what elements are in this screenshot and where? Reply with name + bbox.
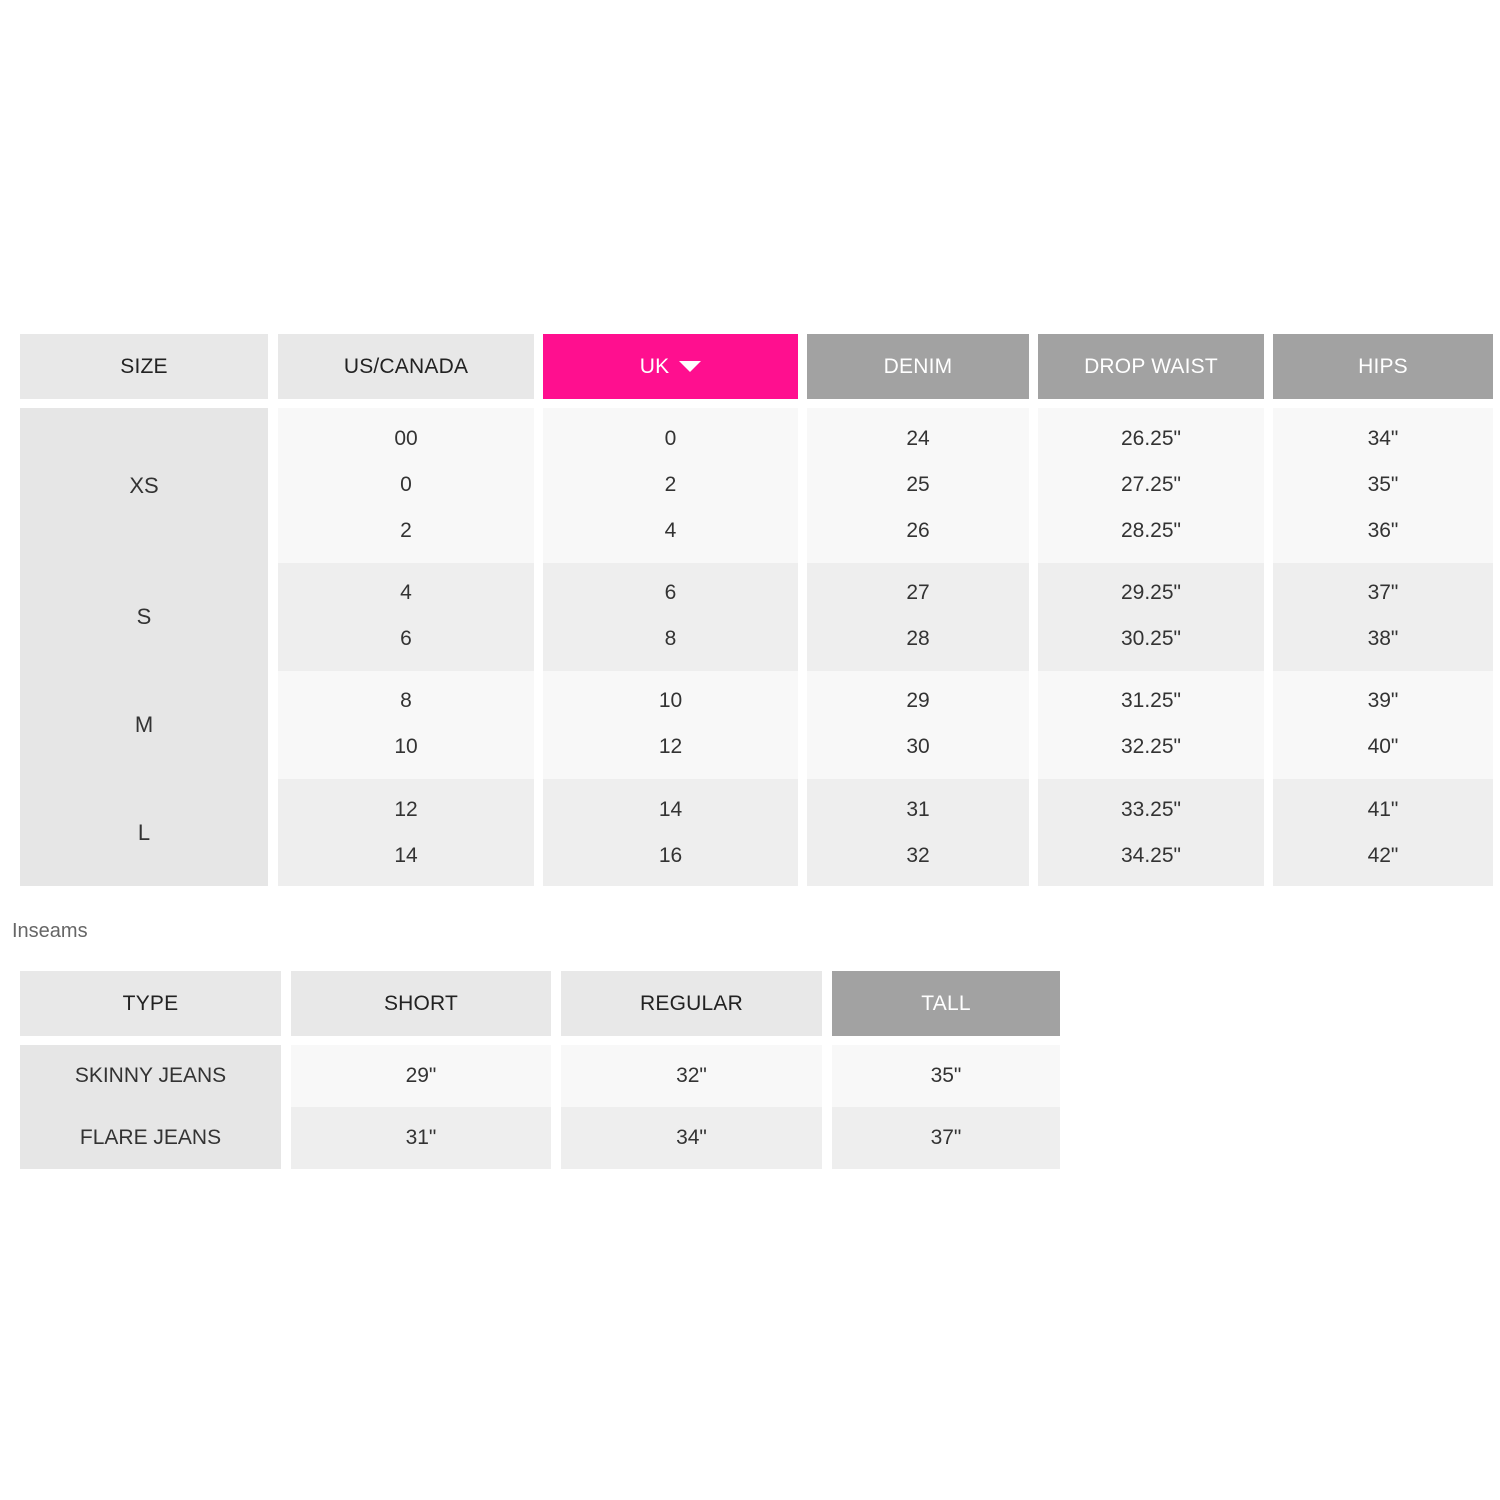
uk-value: 16 [658,844,683,867]
drop-waist-value: 29.25" [1120,581,1181,604]
caret-down-icon [679,361,701,372]
uk-value: 10 [658,689,683,712]
hips-value: 40" [1367,735,1399,758]
drop-waist-value: 34.25" [1120,844,1181,867]
header-size-label: SIZE [120,354,168,378]
hips-value: 35" [1367,473,1399,496]
denim-value: 32 [906,844,930,867]
inseam-header-type [20,971,281,1036]
denim-value: 26 [906,519,930,542]
denim-value: 27 [906,581,930,604]
denim-value: 28 [906,627,930,650]
inseam-regular-cell [561,1045,822,1107]
inseams-title: Inseams [12,920,88,942]
uk-value: 0 [664,427,677,450]
denim-value: 24 [906,427,930,450]
inseam-header-regular [561,971,822,1036]
drop-waist-value: 26.25" [1120,427,1181,450]
size-label: L [137,819,151,845]
uk-value: 6 [664,581,677,604]
us-canada-value: 0 [400,473,412,496]
drop-waist-value: 31.25" [1120,689,1181,712]
uk-value: 2 [664,473,677,496]
uk-dropdown-button[interactable] [543,334,798,399]
size-cell-s [20,563,268,671]
row-band-m [1038,671,1264,779]
hips-value: 34" [1367,427,1399,450]
inseam-tall-value: 37" [930,1126,962,1149]
drop-waist-value: 30.25" [1120,627,1181,650]
row-band-m [543,671,798,779]
denim-value: 29 [906,689,930,712]
row-band-l [1273,779,1493,886]
us-canada-value: 4 [400,581,412,604]
inseam-tall-cell [832,1045,1060,1107]
header-hips [1273,334,1493,399]
row-band-m [278,671,534,779]
column-denim [807,408,1029,886]
row-band-l [543,779,798,886]
header-drop-waist-label: DROP WAIST [1084,354,1218,378]
header-denim [807,334,1029,399]
uk-value: 14 [658,798,683,821]
header-hips-label: HIPS [1358,354,1408,378]
row-band-m [1273,671,1493,779]
inseam-header-tall-label: TALL [921,991,971,1015]
header-us-canada-label: US/CANADA [343,354,469,378]
drop-waist-value: 28.25" [1120,519,1181,542]
hips-value: 36" [1367,519,1399,542]
inseam-short-value: 31" [405,1126,437,1149]
uk-value: 12 [658,735,683,758]
inseam-type-cell [20,1107,281,1169]
size-label: XS [129,472,159,498]
row-band-m [807,671,1029,779]
hips-value: 38" [1367,627,1399,650]
row-band-s [1038,563,1264,671]
hips-value: 42" [1367,844,1399,867]
row-band-l [278,779,534,886]
row-band-l [1038,779,1264,886]
uk-value: 4 [664,519,677,542]
inseam-regular-value: 32" [676,1064,707,1087]
inseam-header-tall [832,971,1060,1036]
drop-waist-value: 32.25" [1120,735,1181,758]
inseam-short-cell [291,1107,551,1169]
column-uk [543,408,798,886]
us-canada-value: 2 [400,519,412,542]
inseam-header-short-label: SHORT [383,991,459,1015]
size-cell-l [20,779,268,886]
size-cell-m [20,671,268,779]
column-us-canada [278,408,534,886]
inseam-short-cell [291,1045,551,1107]
denim-value: 30 [906,735,930,758]
uk-value: 8 [664,627,677,650]
us-canada-value: 6 [400,627,412,650]
row-band-s [1273,563,1493,671]
column-hips [1273,408,1493,886]
size-label: M [134,712,154,737]
hips-value: 41" [1367,798,1399,821]
us-canada-value: 8 [400,689,412,712]
hips-value: 39" [1367,689,1399,712]
inseam-type-label: FLARE JEANS [79,1126,222,1149]
us-canada-value: 14 [394,844,418,867]
row-band-s [278,563,534,671]
row-band-s [807,563,1029,671]
inseam-short-value: 29" [405,1064,437,1087]
inseam-type-label: SKINNY JEANS [74,1064,227,1087]
us-canada-value: 00 [394,427,418,450]
header-denim-label: DENIM [883,354,953,378]
inseam-tall-cell [832,1107,1060,1169]
row-band-s [543,563,798,671]
header-size [20,334,268,399]
hips-value: 37" [1367,581,1399,604]
header-us-canada [278,334,534,399]
row-band-l [807,779,1029,886]
drop-waist-value: 27.25" [1120,473,1181,496]
inseam-regular-cell [561,1107,822,1169]
inseam-header-short [291,971,551,1036]
drop-waist-value: 33.25" [1120,798,1181,821]
header-drop-waist [1038,334,1264,399]
us-canada-value: 10 [394,735,418,758]
column-drop-waist [1038,408,1264,886]
size-cell-xs [20,408,268,563]
inseam-header-type-label: TYPE [122,991,179,1015]
us-canada-value: 12 [394,798,418,821]
header-uk-label: UK [639,354,670,378]
size-label: S [136,604,152,629]
inseam-type-cell [20,1045,281,1107]
inseam-regular-value: 34" [676,1126,707,1149]
inseam-tall-value: 35" [930,1064,962,1087]
denim-value: 31 [906,798,930,821]
denim-value: 25 [906,473,930,496]
inseam-header-regular-label: REGULAR [640,991,743,1015]
